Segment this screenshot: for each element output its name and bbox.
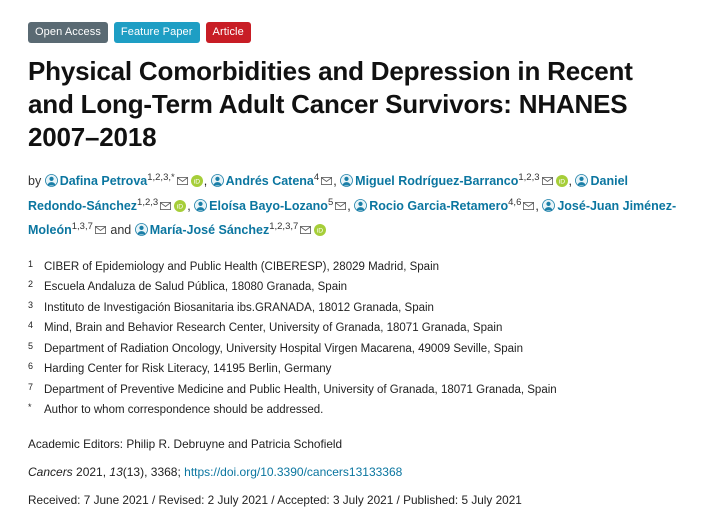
orcid-icon[interactable] [191,171,203,187]
author-name[interactable]: Daniel Redondo-Sánchez [28,174,628,213]
author-name[interactable]: Miguel Rodríguez-Barranco [355,174,519,189]
affiliation-list [28,257,684,421]
email-icon[interactable] [160,194,171,202]
person-icon [135,220,148,233]
person-icon [340,171,353,184]
author-affil-sup: 1,2,3,7 [269,221,299,233]
person-icon [211,171,224,184]
orcid-icon[interactable] [314,220,326,236]
author-name[interactable]: Eloísa Bayo-Lozano [209,198,328,213]
journal-volume: 13 [109,464,123,479]
author-entry: Dafina Petrova$^{1,2,3,*}$ iD , [45,174,207,188]
journal-issue: (13) [122,464,145,479]
affiliation-number: * [28,402,32,413]
email-icon[interactable] [95,218,106,226]
journal-year: 2021 [76,464,103,479]
svg-text:iD: iD [558,179,565,187]
academic-editors: Academic Editors: Philip R. Debruyne and Patricia Schofield [28,436,343,451]
author-entry: Daniel Redondo-Sánchez$^{1,2,3}$ iD , [28,174,628,213]
affiliation-text: Escuela Andaluza de Salud Pública, 18080 Granada, Spain [44,281,348,294]
person-icon [542,196,555,209]
author-affil-sup: 4 [313,172,320,184]
person-icon [194,196,207,209]
author-list [28,169,684,243]
affiliation-number: 1 [28,258,34,269]
page-title: Physical Comorbidities and Depression in Recent and Long-Term Adult Cancer Survivors: NHANES 2007–2018 [28,56,633,152]
doi-link[interactable]: https://doi.org/10.3390/cancers13133368 [184,464,403,479]
author-affil-sup: 1,2,3 [137,196,159,208]
badge-open-access[interactable]: Open Access [28,22,108,43]
author-entry: Eloísa Bayo-Lozano$^5$ , [194,199,351,213]
author-entry: Andrés Catena$^4$ , [211,174,337,188]
affiliation-number: 6 [28,361,34,372]
email-icon[interactable] [335,194,346,202]
email-icon[interactable] [523,194,534,202]
journal-name: Cancers [28,464,73,479]
author-affil-sup: 1,2,3 [518,172,540,184]
badge-feature-paper[interactable]: Feature Paper [114,22,200,43]
affiliation-item [28,277,684,297]
author-name[interactable]: Dafina Petrova [59,174,148,189]
affiliation-text: Department of Radiation Oncology, University Hospital Virgen Macarena, 49009 Seville, Spain [44,342,523,355]
email-icon[interactable] [321,169,332,177]
author-affil-sup: 5 [327,196,334,208]
badge-row [28,22,684,43]
person-icon [575,171,588,184]
affiliation-text: CIBER of Epidemiology and Public Health (CIBERESP), 28029 Madrid, Spain [44,260,440,273]
affiliation-text: Mind, Brain and Behavior Research Center, University of Granada, 18071 Granada, Spain [44,322,503,335]
svg-text:iD: iD [177,203,184,211]
affiliation-item [28,318,684,338]
author-entry [135,223,328,237]
person-icon [45,171,58,184]
affiliation-number: 5 [28,340,34,351]
email-icon[interactable] [542,169,553,177]
affiliation-item [28,257,684,277]
journal-article-number: 3368 [150,464,178,479]
author-name[interactable]: María-José Sánchez [149,223,270,238]
affiliation-item [28,298,684,318]
by-label: by [28,174,42,189]
publication-dates: Received: 7 June 2021 / Revised: 2 July 2021 / Accepted: 3 July 2021 / Published: 5 July 2021 [28,492,522,507]
affiliation-item [28,339,684,359]
affiliation-text: Department of Preventive Medicine and Public Health, University of Granada, 18071 Granada, Spain [44,383,557,396]
affiliation-item [28,359,684,379]
author-affil-sup: 1,2,3,* [147,172,175,184]
affiliation-text: Harding Center for Risk Literacy, 14195 Berlin, Germany [44,363,332,376]
affiliation-number: 4 [28,320,34,331]
and-label: and [110,223,132,238]
orcid-icon[interactable] [556,171,568,187]
affiliation-item [28,380,684,400]
email-icon[interactable] [177,169,188,177]
journal-citation: Cancers 2021, 13(13), 3368; https://doi.org/10.3390/cancers13133368 [28,464,403,479]
affiliation-text: Instituto de Investigación Biosanitaria ibs.GRANADA, 18012 Granada, Spain [44,301,434,314]
orcid-icon[interactable] [174,196,186,211]
author-name[interactable]: José-Juan Jiménez-Moleón [28,198,677,238]
author-entry: Rocio Garcia-Retamero$^{4,6}$ , [354,199,539,213]
author-affil-sup: 1,3,7 [71,221,93,233]
affiliation-number: 7 [28,381,34,392]
svg-text:iD: iD [193,179,200,187]
svg-text:iD: iD [317,228,324,236]
affiliation-text: Author to whom correspondence should be addressed. [44,404,324,417]
affiliation-number: 3 [28,299,34,310]
badge-article[interactable]: Article [206,22,251,43]
author-affil-sup: 4,6 [508,196,522,208]
affiliation-number: 2 [28,279,34,290]
email-icon[interactable] [300,218,311,226]
author-name[interactable]: Rocio Garcia-Retamero [369,198,509,213]
corresponding-author-note [28,400,684,420]
author-name[interactable]: Andrés Catena [225,174,314,189]
author-entry: Miguel Rodríguez-Barranco$^{1,2,3}$ iD , [340,174,572,188]
person-icon [354,196,367,209]
